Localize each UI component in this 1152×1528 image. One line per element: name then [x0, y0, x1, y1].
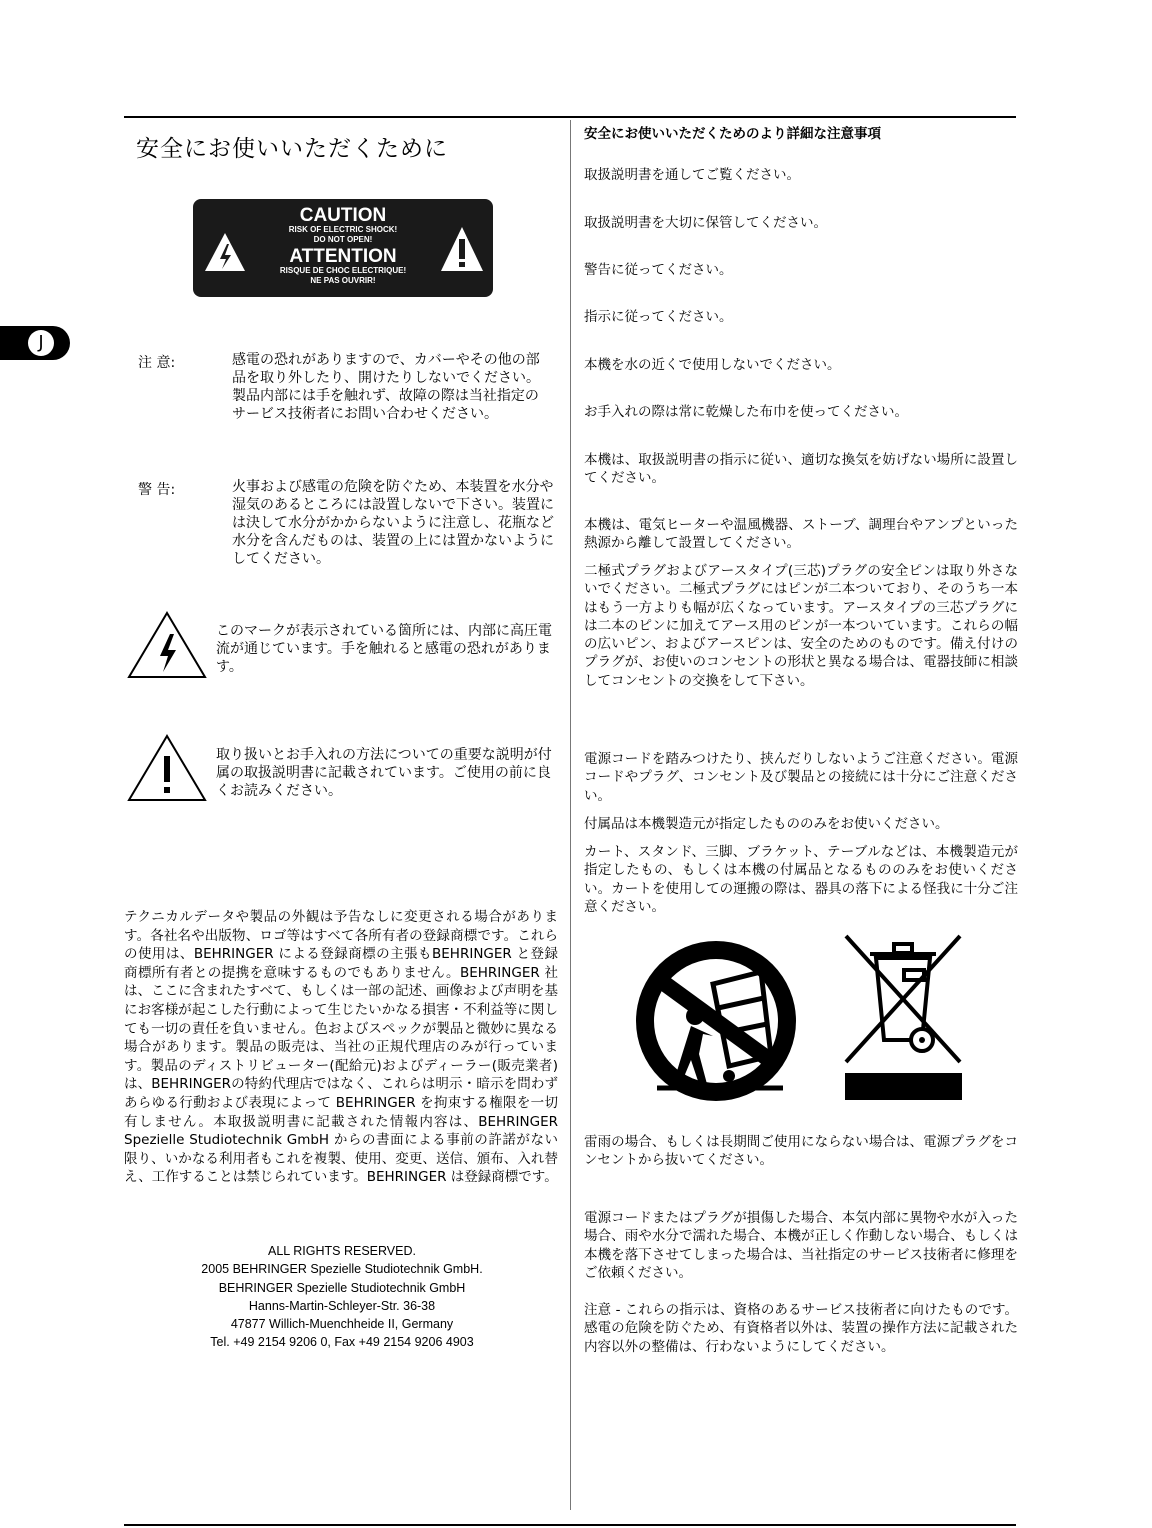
language-tab-label: J	[28, 330, 54, 356]
instruction-9: 二極式プラグおよびアースタイプ(三芯)プラグの安全ピンは取り外さないでください。二極式プラグにはピンが二本ついており、そのうち一本はもう一方よりも幅が広くなっています。アースタイプの三芯プラグには二本のピンに加えてアース用のピンが一本ついています。これらの幅の広いピン、およびアースピンは、安全のためのものです。備え付けのプラグが、お使いのコンセントの形状と異なる場合は、電器技師に相談してコンセントの交換をして下さい。	[584, 563, 1018, 689]
legal-notice: テクニカルデータや製品の外観は予告なしに変更される場合があります。各社名や出版物、ロゴ等はすべて各所有者の登録商標です。これらの使用は、BEHRINGER による登録商標の主張もBEHRINGER と登録商標所有者との提携を意味するものでもありません。BEHRINGER 社は、ここに含まれたすべて、もしくは一部の記述、画像および声明を基にお客様が起こした行動によって生じたいかなる損害・不利益等に関しても一切の責任を負いません。色およびスペックが製品と微妙に異なる場合があります。製品の販売は、当社の正規代理店のみが行っています。製品のディストリビューター(配給元)およびディーラー(販売業者)は、BEHRINGERの特約代理店ではなく、これらは明示・暗示を問わずあらゆる行動および表現によって BEHRINGER を拘束する権限を一切有しません。本取扱説明書に記載された情報内容は、BEHRINGER Spezielle Studiotechnik GmbH からの書面による事前の許諾がない限り、いかなる利用者もこれを複製、使用、変更、送信、頒布、入れ替え、工作することは禁じられています。BEHRINGER は登録商標です。	[124, 909, 558, 1186]
cart-tip-over-warning-icon	[633, 938, 799, 1104]
attention-heading: ATTENTION	[289, 246, 397, 267]
instruction-6: お手入れの際は常に乾燥した布巾を使ってください。	[584, 404, 908, 420]
instruction-13: 雷雨の場合、もしくは長期間ご使用にならない場合は、電源プラグをコンセントから抜いてください。	[584, 1134, 1018, 1169]
rights-line: ALL RIGHTS RESERVED.	[268, 1244, 416, 1258]
column-divider	[570, 120, 571, 1510]
instruction-14: 電源コードまたはプラグが損傷した場合、本気内部に異物や水が入った場合、雨や水分で濡れた場合、本機が正しく作動しない場合、もしくは本機を落下させてしまった場合は、当社指定のサービス技術者に修理をご依頼ください。	[584, 1210, 1018, 1281]
caution-heading: CAUTION	[299, 205, 387, 226]
right-heading: 安全にお使いいただくためのより詳細な注意事項	[584, 126, 881, 142]
instruction-4: 指示に従ってください。	[584, 309, 733, 325]
exclamation-triangle-icon	[439, 225, 485, 273]
instruction-8: 本機は、電気ヒーターや温風機器、ストーブ、調理台やアンプといった熱源から離して設置してください。	[584, 517, 1018, 552]
caution-line-2: RISK OF ELECTRIC SHOCK!	[288, 225, 398, 234]
company-name-line: BEHRINGER Spezielle Studiotechnik GmbH	[218, 1280, 466, 1295]
lightning-triangle-icon	[126, 610, 208, 680]
note-text-warning: 火事および感電の危険を防ぐため、本装置を水分や湿気のあるところには設置しないで下さい。装置には決して水分がかからないように注意し、花瓶など水分を含んだものは、装置の上には置かないようにしてください。	[232, 479, 554, 567]
instruction-3: 警告に従ってください。	[584, 262, 733, 278]
page-title: 安全にお使いいただくために	[136, 136, 448, 162]
caution-line-3: DO NOT OPEN!	[313, 235, 373, 244]
caution-label	[193, 199, 493, 297]
instruction-12: カート、スタンド、三脚、ブラケット、テーブルなどは、本機製造元が指定したもの、もしくは本機の付属品となるもののみをお使いください。カートを使用しての運搬の際は、器具の落下による怪我に十分ご注意ください。	[584, 844, 1018, 915]
language-tab	[0, 326, 70, 360]
weee-crossed-bin-icon	[842, 934, 964, 1066]
exclamation-triangle-icon	[126, 733, 208, 803]
note-label-caution: 注 意:	[138, 355, 176, 371]
note-label-warning: 警 告:	[138, 482, 176, 498]
instruction-5: 本機を水の近くで使用しないでください。	[584, 357, 841, 373]
symbol-text-exclamation: 取り扱いとお手入れの方法についての重要な説明が付属の取扱説明書に記載されています。ご使用の前に良くお読みください。	[216, 747, 552, 799]
instruction-15: 注意 - これらの指示は、資格のあるサービス技術者に向けたものです。感電の危険を防ぐため、有資格者以外は、装置の操作方法に記載された内容以外の整備は、行わないようにしてください。	[584, 1302, 1018, 1355]
instruction-10: 電源コードを踏みつけたり、挟んだりしないようご注意ください。電源コードやプラグ、コンセント及び製品との接続には十分にご注意ください。	[584, 751, 1018, 804]
bottom-rule	[124, 1524, 1016, 1526]
lightning-triangle-icon	[203, 231, 247, 273]
copyright-line: 2005 BEHRINGER Spezielle Studiotechnik GmbH.	[201, 1262, 483, 1277]
instruction-7: 本機は、取扱説明書の指示に従い、適切な換気を妨げない場所に設置してください。	[584, 452, 1018, 487]
symbol-text-lightning: このマークが表示されている箇所には、内部に高圧電流が通じています。手を触れると感電の恐れがあります。	[216, 623, 552, 675]
instruction-11: 付属品は本機製造元が指定したもののみをお使いください。	[584, 816, 949, 832]
street-line: Hanns-Martin-Schleyer-Str. 36-38	[248, 1298, 436, 1313]
weee-date-bar	[845, 1073, 962, 1100]
phone-line: Tel. +49 2154 9206 0, Fax +49 2154 9206 4903	[210, 1335, 474, 1350]
city-line: 47877 Willich-Muenchheide II, Germany	[230, 1317, 454, 1332]
caution-line-6: NE PAS OUVRIR!	[310, 276, 376, 285]
note-text-caution: 感電の恐れがありますので、カバーやその他の部品を取り外したり、開けたりしないでください。製品内部には手を触れず、故障の際は当社指定のサービス技術者にお問い合わせください。	[232, 352, 540, 422]
top-rule	[124, 116, 1016, 118]
instruction-2: 取扱説明書を大切に保管してください。	[584, 215, 827, 231]
company-address	[150, 1242, 534, 1352]
caution-line-5: RISQUE DE CHOC ELECTRIQUE!	[279, 266, 407, 275]
instruction-1: 取扱説明書を通してご覧ください。	[584, 167, 800, 183]
